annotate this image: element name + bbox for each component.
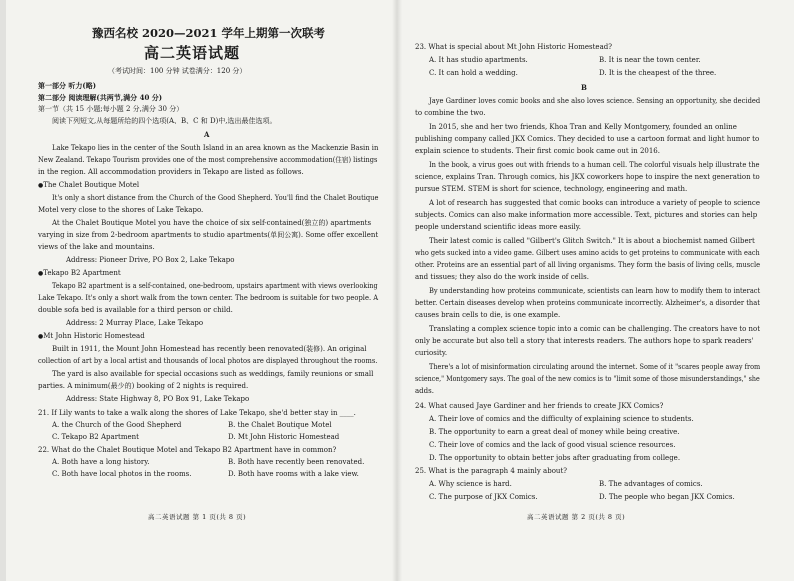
q25-option-b: B. The advantages of comics. [599,480,703,488]
mtjohn-line: parties. A minimum(最少的) booking of 2 nights is required. [38,382,249,390]
para4-line: people understand scientific ideas more easily. [415,223,582,231]
para1-line: Jaye Gardiner loves comic books and she also loves science. Sensing an opportunity, she decided [429,97,761,105]
para2-line: explain science to students. Their first comic book came out in 2016. [415,147,660,155]
q22-option-b: B. Both have recently been renovated. [228,458,365,466]
para1-line: to combine the two. [415,109,486,117]
mtjohn-line: The yard is also available for special occasions such as weddings, family reunions or small [52,370,374,378]
page-fold-shadow [392,0,402,581]
place-heading-chalet: ● The Chalet Boutique Motel [38,181,139,190]
para5-line: who gets sucked into a video game. Gilbert uses amino acids to get proteins to communicate with each [415,249,760,257]
para5-line: and tissues; they also do the work inside of cells. [415,273,589,281]
exam-title: 豫西名校 2020—2021 学年上期第一次联考 [92,26,326,40]
section1-heading: 第一节（共 15 小题;每小题 2 分,满分 30 分） [38,105,184,113]
chalet-line: views of the lake and mountains. [38,243,155,251]
para5-line: Their latest comic is called "Gilbert's Glitch Switch." It is about a biochemist named Gilbert [429,237,755,245]
para4-line: subjects. Comics can also make information more accessible. Text, pictures and stories can help [415,211,758,219]
para3-line: In the book, a virus goes out with friends to a human cell. The colorful visuals help illustrate the [429,161,760,169]
passage-b-label: B [581,83,587,92]
q22-option-d: D. Both have rooms with a lake view. [228,470,359,478]
mtjohn-line: collection of art by a local artist and thousands of local photos are displayed throughout the rooms. [38,357,378,365]
para8-line: There's a lot of misinformation circulating around the internet. Some of it "scares people away from [429,363,761,371]
instruction: 阅读下列短文,从每题所给的四个选项(A、B、C 和 D)中,选出最佳选项。 [52,117,277,125]
para3-line: science, explains Tran. Through comics, his JKX coworkers hope to inspire the next generation to [415,173,760,181]
q25-option-c: C. The purpose of JKX Comics. [429,493,538,501]
q23-option-d: D. It is the cheapest of the three. [599,69,717,77]
q24-stem: 24. What caused Jaye Gardiner and her friends to create JKX Comics? [415,402,664,410]
b2-line: double sofa bed is available for a third person or child. [38,306,233,314]
intro-line: in the region. All accommodation providers in Tekapo are listed as follows. [38,168,304,176]
q22-option-a: A. Both have a long history. [52,458,150,466]
para7-line: curiosity. [415,349,448,357]
place-heading-b2: ● Tekapo B2 Apartment [38,269,121,278]
q21-stem: 21. If Lily wants to take a walk along the shores of Lake Tekapo, she'd better stay in ____. [38,409,356,417]
q25-stem: 25. What is the paragraph 4 mainly about? [415,467,568,475]
exam-subtitle: 高二英语试题 [144,44,241,62]
q22-option-c: C. Both have local photos in the rooms. [52,470,192,478]
para6-line: By understanding how proteins communicate, scientists can learn how to modify them to interact [429,287,761,295]
q23-stem: 23. What is special about Mt John Historic Homestead? [415,43,612,51]
exam-info: （考试时间：100 分钟 试卷满分：120 分） [108,67,247,75]
para8-line: adds. [415,387,434,395]
para4-line: A lot of research has suggested that comic books can introduce a variety of people to science [429,199,760,207]
q21-option-b: B. the Chalet Boutique Motel [228,421,332,429]
chalet-line: It's only a short distance from the Church of the Good Shepherd. You'll find the Chalet Boutique [52,194,379,202]
q24-option-a: A. Their love of comics and the difficulty of explaining science to students. [429,415,694,423]
para5-line: other. Proteins are an essential part of all living organisms. They form the basis of living cells, muscle [415,261,761,269]
page2-footer: 高二英语试题 第 2 页(共 8 页) [527,513,626,521]
page1-footer: 高二英语试题 第 1 页(共 8 页) [148,513,247,521]
scan-edge-shadow [0,0,6,581]
chalet-line: At the Chalet Boutique Motel you have the choice of six self-contained(独立的) apartments [52,219,372,227]
part2-heading: 第二部分 阅读理解(共两节,满分 40 分) [38,93,163,102]
b2-address: Address: 2 Murray Place, Lake Tekapo [66,319,204,327]
chalet-line: Motel very close to the shores of Lake Tekapo. [38,206,204,214]
para8-line: science," Montgomery says. The goal of the new comics is to "limit some of those misunderstandings," she [415,375,760,383]
b2-line: Lake Tekapo. It's only a short walk from the town center. The bedroom is suitable for two people. A [38,294,379,302]
para7-line: only be accurate but also tell a story that interests readers. The authors hope to spark readers' [415,337,754,345]
q21-option-d: D. Mt John Historic Homestead [228,433,340,441]
q24-option-b: B. The opportunity to earn a great deal of money while being creative. [429,428,680,436]
part1-heading: 第一部分 听力(略) [38,81,97,90]
passage-a-label: A [204,130,210,139]
para2-line: publishing company called JKX Comics. They decided to use a cartoon format and light humor to [415,135,760,143]
intro-line: Lake Tekapo lies in the center of the South Island in an area known as the Mackenzie Basin in [52,144,379,152]
q24-option-c: C. Their love of comics and the lack of good visual science resources. [429,441,676,449]
q25-option-a: A. Why science is hard. [429,480,512,488]
q23-option-c: C. It can hold a wedding. [429,69,518,77]
intro-line: New Zealand. Tekapo Tourism provides one of the most comprehensive accommodation(住宿) listings [38,156,378,164]
chalet-line: varying in size from 2-bedroom apartments to studio apartments(单间公寓). Some offer excellent [38,231,379,239]
para2-line: In 2015, she and her two friends, Khoa Tran and Kelly Montgomery, founded an online [429,123,737,131]
q22-stem: 22. What do the Chalet Boutique Motel and Tekapo B2 Apartment have in common? [38,446,337,454]
mtjohn-address: Address: State Highway 8, PO Box 91, Lake Tekapo [66,395,250,403]
para6-line: causes brain cells to die, is one example. [415,311,561,319]
para3-line: pursue STEM. STEM is short for science, technology, engineering and math. [415,185,688,193]
mtjohn-line: Built in 1911, the Mount John Homestead has recently been renovated(装修). An original [52,345,367,353]
q21-option-a: A. the Church of the Good Shepherd [52,421,182,429]
chalet-address: Address: Pioneer Drive, PO Box 2, Lake Tekapo [66,256,235,264]
b2-line: Tekapo B2 apartment is a self-contained, one-bedroom, upstairs apartment with views overlooking [52,282,378,290]
q24-option-d: D. The opportunity to obtain better jobs after graduating from college. [429,454,681,462]
q25-option-d: D. The people who began JKX Comics. [599,493,735,501]
q23-option-b: B. It is near the town center. [599,56,701,64]
q23-option-a: A. It has studio apartments. [429,56,528,64]
q21-option-c: C. Tekapo B2 Apartment [52,433,139,441]
para6-line: better. Certain diseases develop when proteins communicate incorrectly. Alzheimer's, a disorder that [415,299,760,307]
para7-line: Translating a complex science topic into a comic can be challenging. The creators have to not [429,325,760,333]
place-heading-mtjohn: ● Mt John Historic Homestead [38,332,145,341]
